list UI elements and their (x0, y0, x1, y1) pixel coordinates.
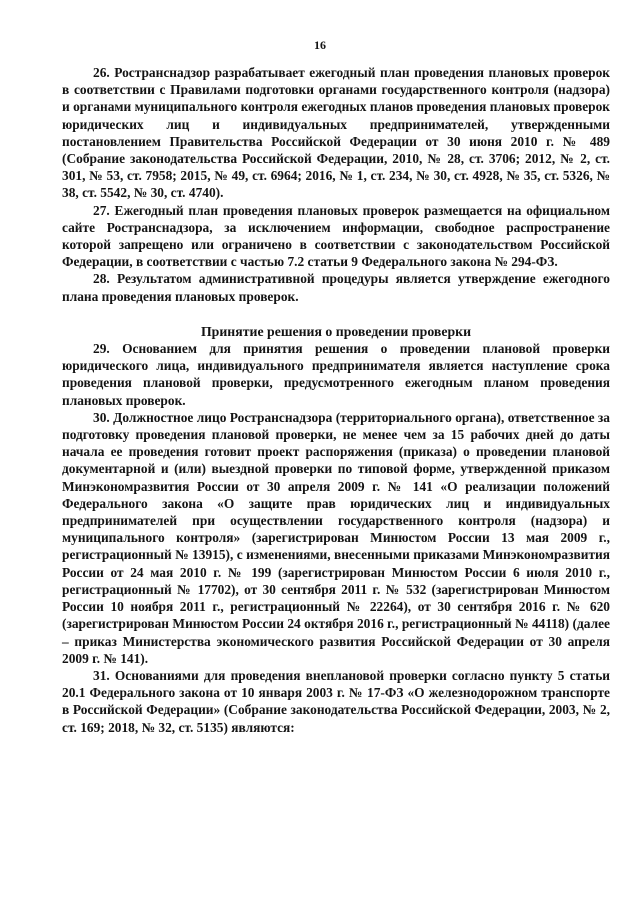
paragraph-26: 26. Ространснадзор разрабатывает ежегодный план проведения плановых проверок в соответствии с Правилами подготовки органами государственного контроля (надзора) и органами муниципального контроля ежегодных планов проведения плановых проверок юридических лиц и индивидуальных предпринимателей, утвержденными постановлением Правительства Российской Федерации от 30 июня 2010 г. № 489 (Собрание законодательства Российской Федерации, 2010, № 28, ст. 3706; 2012, № 2, ст. 301, № 53, ст. 7958; 2015, № 49, ст. 6964; 2016, № 1, ст. 234, № 30, ст. 4928, № 35, ст. 5326, № 38, ст. 5542, № 30, ст. 4740). (62, 65, 610, 201)
paragraph-27: 27. Ежегодный план проведения плановых проверок размещается на официальном сайте Ространснадзора, за исключением информации, свободное распространение которой запрещено или ограничено в соответствии с законодательством Российской Федерации, в соответствии с частью 7.2 статьи 9 Федерального закона № 294-ФЗ. (62, 202, 610, 270)
page-number: 16 (314, 38, 326, 52)
document-body (62, 64, 610, 736)
paragraph-30: 30. Должностное лицо Ространснадзора (территориального органа), ответственное за подготовку проведения плановой проверки, не менее чем за 15 рабочих дней до даты начала ее проведения готовит проект распоряжения (приказа) о проведении плановой документарной и (или) выездной проверки по типовой форме, утвержденной приказом Минэкономразвития России от 30 апреля 2009 г. № 141 «О реализации положений Федерального закона «О защите прав юридических лиц и индивидуальных предпринимателей при осуществлении государственного контроля (надзора) и муниципального контроля» (зарегистрирован Минюстом России 13 мая 2009 г., регистрационный № 13915), с изменениями, внесенными приказами Минэкономразвития России от 24 мая 2010 г. № 199 (зарегистрирован Минюстом России 6 июля 2010 г., регистрационный № 17702), от 30 сентября 2011 г. № 532 (зарегистрирован Минюстом России 10 ноября 2011 г., регистрационный № 22264), от 30 сентября 2016 г. № 620 (зарегистрирован Минюстом России 24 октября 2016 г., регистрационный № 44118) (далее – приказ Министерства экономического развития Российской Федерации от 30 апреля 2009 г. № 141). (62, 409, 610, 666)
section-heading: Принятие решения о проведении проверки (200, 323, 472, 339)
paragraph-29: 29. Основанием для принятия решения о проведении плановой проверки юридического лица, индивидуального предпринимателя является наступление срока проведения плановой проверки, предусмотренного ежегодным планом проведения плановых проверок. (62, 341, 610, 408)
paragraph-31: 31. Основаниями для проведения внеплановой проверки согласно пункту 5 статьи 20.1 Федерального закона от 10 января 2003 г. № 17-ФЗ «О железнодорожном транспорте в Российской Федерации» (Собрание законодательства Российской Федерации, 2003, № 2, ст. 169; 2018, № 32, ст. 5135) являются: (62, 667, 610, 735)
paragraph-28: 28. Результатом административной процедуры является утверждение ежегодного плана проведения плановых проверок. (62, 271, 610, 304)
